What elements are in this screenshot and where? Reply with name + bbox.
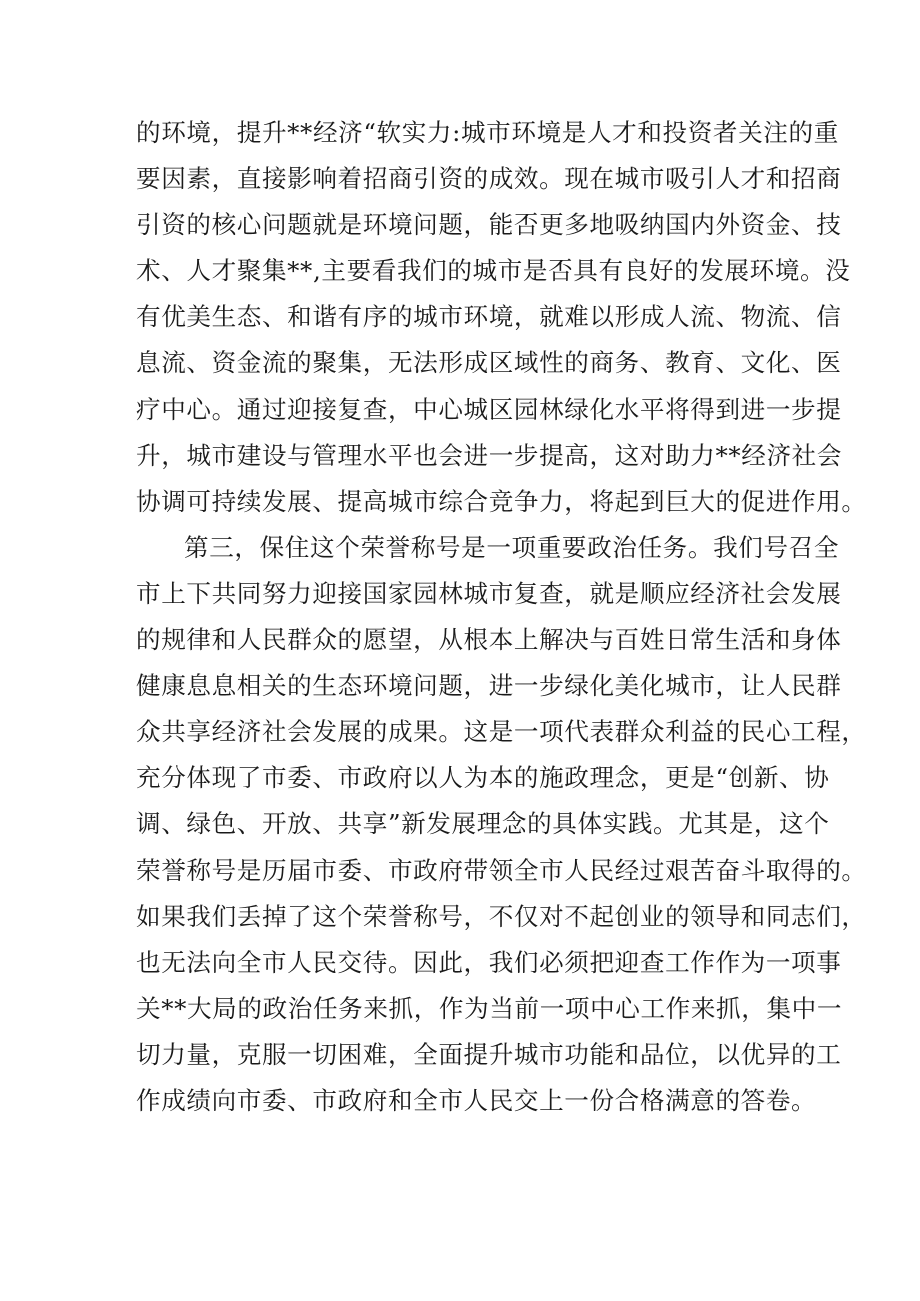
text-line: 调、绿色、开放、共享”新发展理念的具体实践。尤其是，这个 <box>136 809 830 839</box>
document-body <box>136 110 867 1124</box>
text-line: 的环境，提升**经济“软实力:城市环境是人才和投资者关注的重 <box>136 118 839 147</box>
text-line: 协调可持续发展、提高城市综合竞争力，将起到巨大的促进作用。 <box>136 486 867 516</box>
text-line: 引资的核心问题就是环境问题，能否更多地吸纳国内外资金、技 <box>136 210 842 240</box>
text-line: 有优美生态、和谐有序的城市环境，就难以形成人流、物流、信 <box>136 302 842 332</box>
text-line: 疗中心。通过迎接复查，中心城区园林绿化水平将得到进一步提 <box>136 394 842 424</box>
text-line: 也无法向全市人民交待。因此，我们必须把迎查工作作为一项事 <box>136 947 842 977</box>
text-line: 健康息息相关的生态环境问题，进一步绿化美化城市，让人民群 <box>136 671 842 701</box>
text-line: 要因素，直接影响着招商引资的成效。现在城市吸引人才和招商 <box>136 164 842 194</box>
text-line: 充分体现了市委、市政府以人为本的施政理念，更是“创新、协 <box>136 763 830 793</box>
text-line: 市上下共同努力迎接国家园林城市复查，就是顺应经济社会发展 <box>136 578 842 608</box>
text-line: 如果我们丢掉了这个荣誉称号，不仅对不起创业的领导和同志们， <box>136 901 867 931</box>
text-line: 作成绩向市委、市政府和全市人民交上一份合格满意的答卷。 <box>136 1085 817 1115</box>
text-line: 术、人才聚集**,主要看我们的城市是否具有良好的发展环境。没 <box>136 256 851 286</box>
text-line: 荣誉称号是历届市委、市政府带领全市人民经过艰苦奋斗取得的。 <box>136 855 867 885</box>
paragraph-1 <box>136 110 867 525</box>
text-line: 切力量，克服一切困难，全面提升城市功能和品位，以优异的工 <box>136 1039 842 1069</box>
text-line: 升，城市建设与管理水平也会进一步提高，这对助力**经济社会 <box>136 440 843 470</box>
text-line: 第三，保住这个荣誉称号是一项重要政治任务。我们号召全 <box>184 532 840 562</box>
text-line: 关**大局的政治任务来抓，作为当前一项中心工作来抓，集中一 <box>136 993 843 1023</box>
text-line: 息流、资金流的聚集，无法形成区域性的商务、教育、文化、医 <box>136 348 842 378</box>
text-line: 众共享经济社会发展的成果。这是一项代表群众利益的民心工程， <box>136 717 867 747</box>
text-line: 的规律和人民群众的愿望，从根本上解决与百姓日常生活和身体 <box>136 625 842 655</box>
paragraph-2 <box>136 525 867 1124</box>
